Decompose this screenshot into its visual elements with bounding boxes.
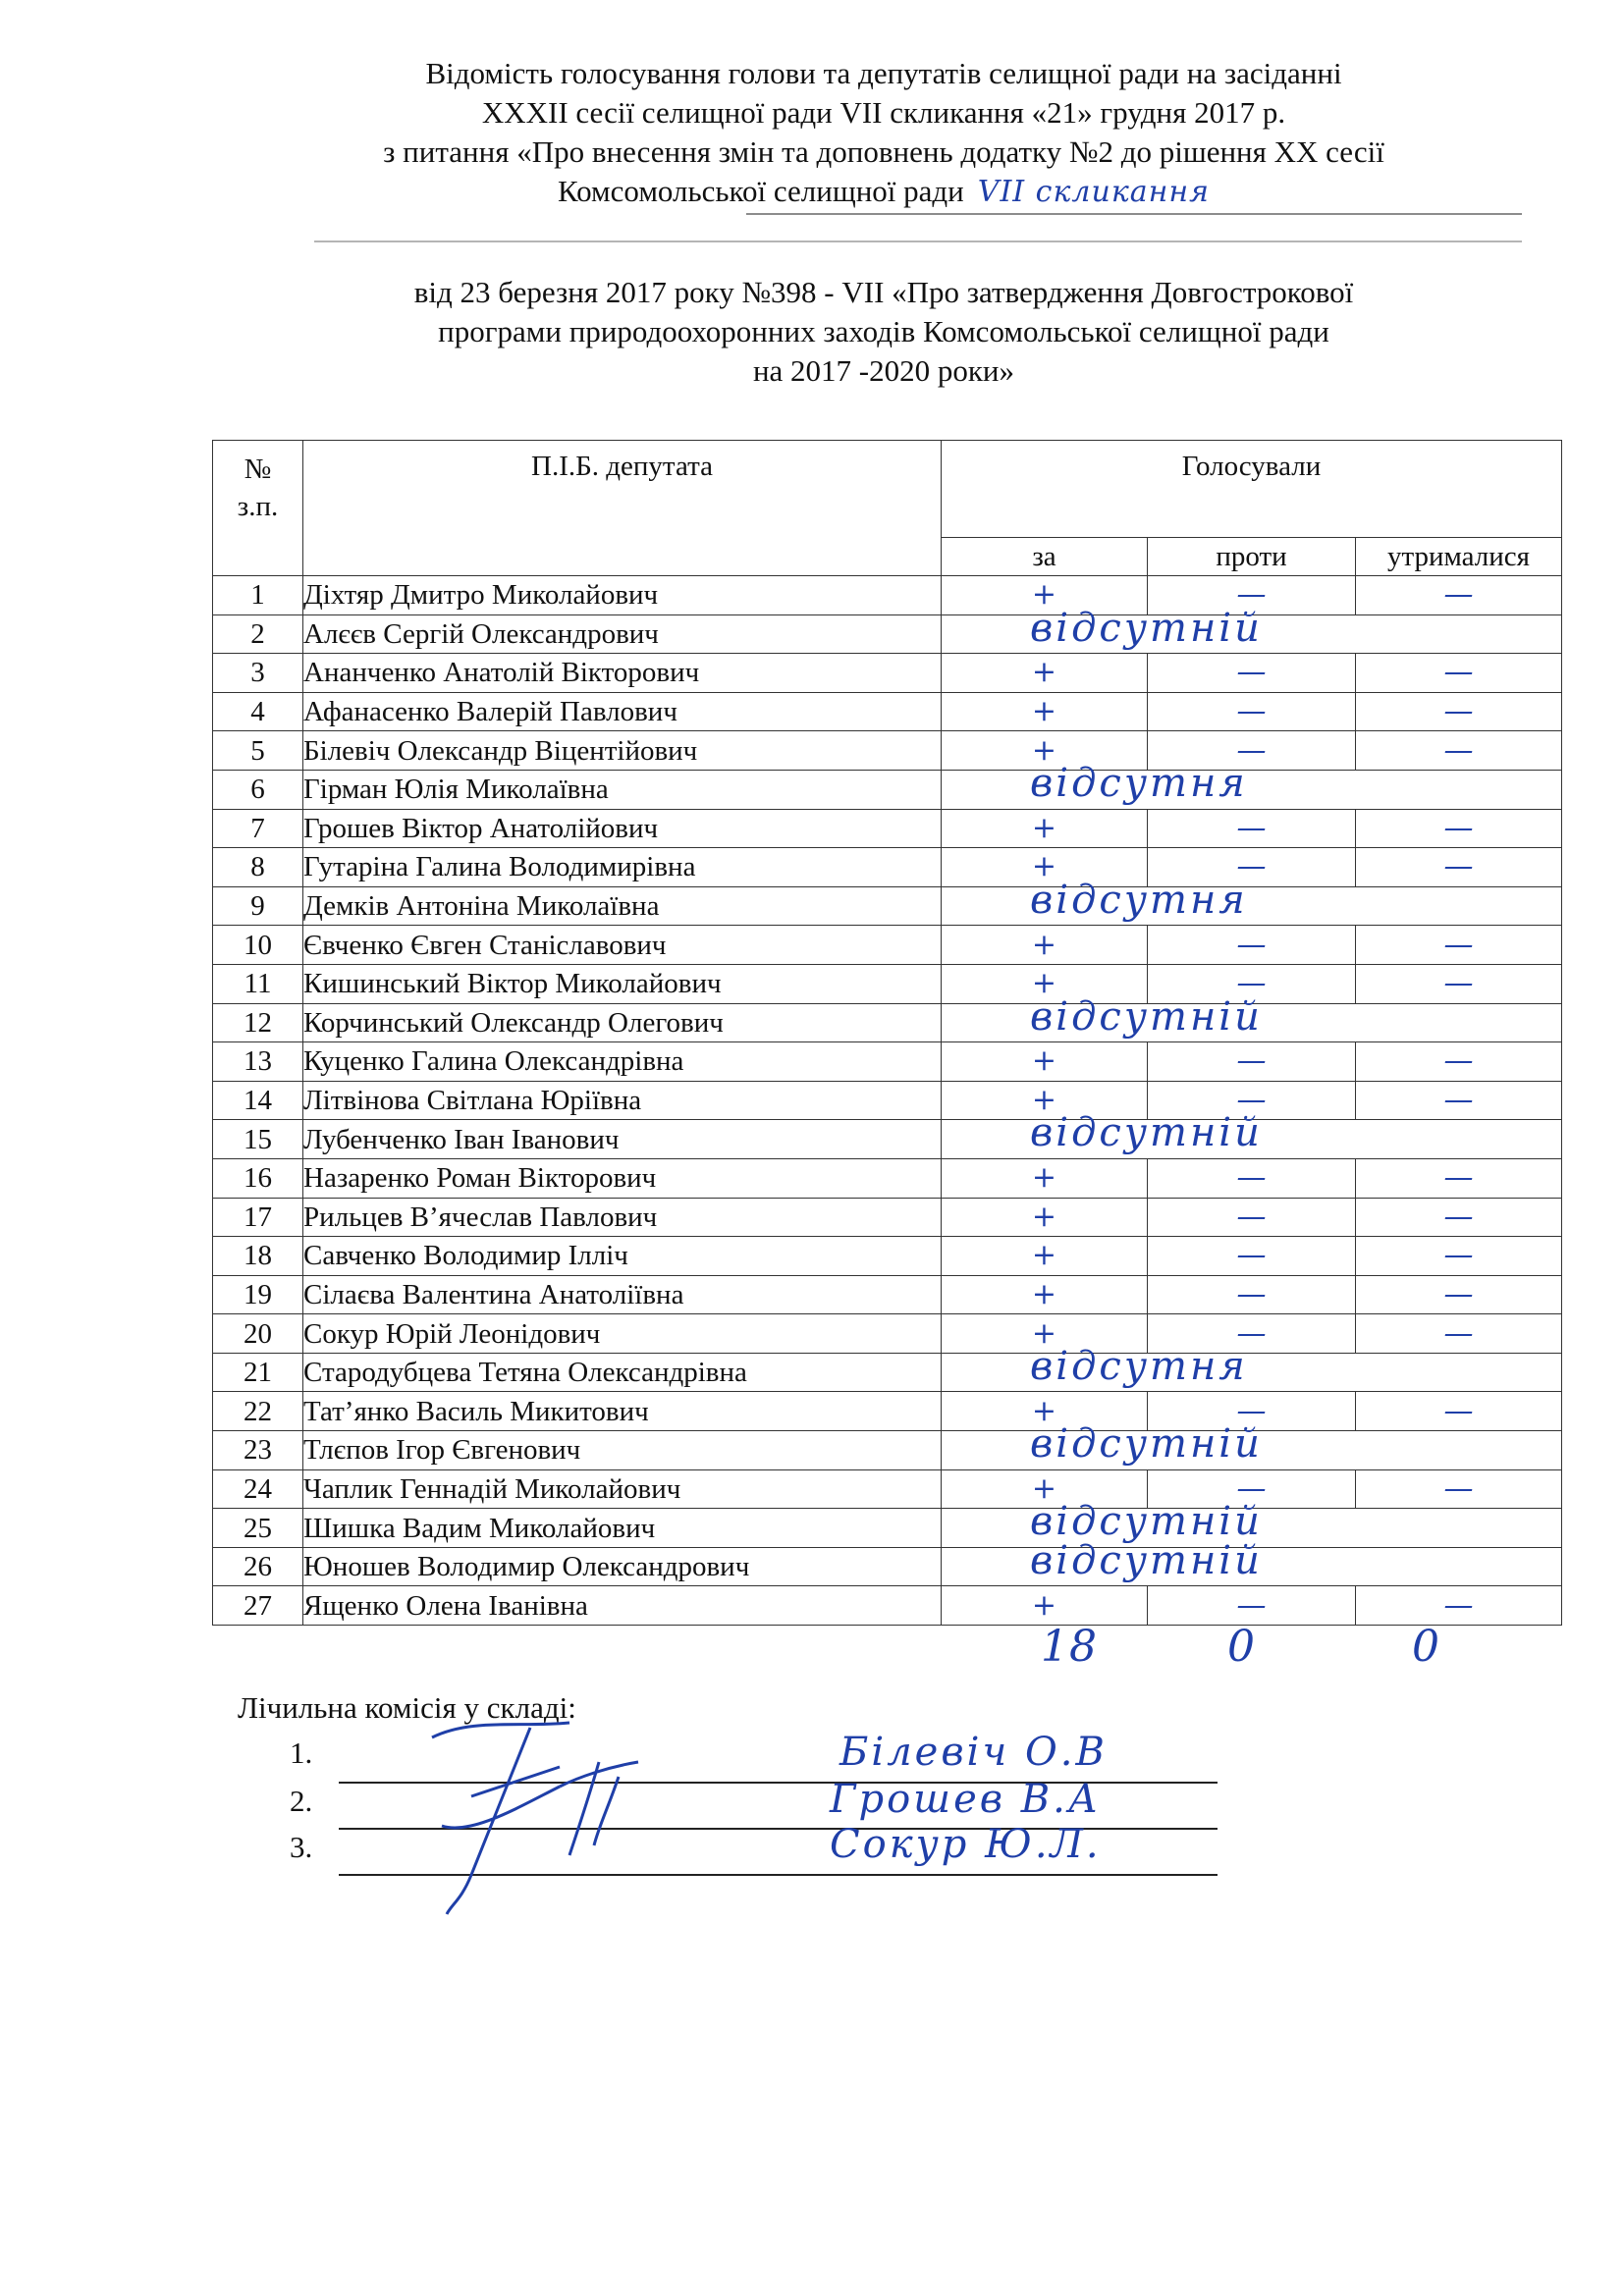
vote-proty-mark-cell bbox=[1148, 1237, 1356, 1276]
deputy-row bbox=[213, 1431, 1562, 1470]
deputy-number: 1 bbox=[213, 576, 303, 615]
title-line: програми природоохоронних заходів Комсомольської селищної ради bbox=[438, 314, 1329, 348]
absent-mark-cell bbox=[942, 605, 1562, 654]
vote-proty-mark: — bbox=[1236, 1043, 1267, 1079]
vote-za-mark-cell bbox=[942, 1042, 1148, 1082]
vote-utrymalysia-mark-cell bbox=[1356, 731, 1562, 771]
deputy-name: Чаплик Геннадій Миколайович bbox=[303, 1469, 942, 1509]
deputy-name: Юношев Володимир Олександрович bbox=[303, 1547, 942, 1586]
fill-in-line bbox=[314, 240, 1522, 242]
deputy-number: 8 bbox=[213, 848, 303, 887]
vote-proty-mark-cell bbox=[1148, 1198, 1356, 1237]
absent-mark: відсутній bbox=[1030, 1537, 1263, 1583]
vote-utrymalysia-mark: — bbox=[1443, 849, 1474, 884]
absent-mark: відсутній bbox=[1030, 993, 1263, 1040]
deputy-name: Білевіч Олександр Віцентійович bbox=[303, 731, 942, 771]
vote-za-mark: + bbox=[1031, 1043, 1057, 1079]
vote-za-mark: + bbox=[1031, 1276, 1057, 1311]
deputy-number: 24 bbox=[213, 1469, 303, 1509]
commission-member-name: Білевіч О.В bbox=[839, 1730, 1108, 1775]
deputy-row bbox=[213, 886, 1562, 926]
vote-proty-mark-cell bbox=[1148, 1042, 1356, 1082]
deputy-row bbox=[213, 1003, 1562, 1042]
absent-mark: відсутня bbox=[1030, 1343, 1248, 1389]
deputy-number: 15 bbox=[213, 1120, 303, 1159]
vote-proty-mark: — bbox=[1236, 1393, 1267, 1428]
deputy-name: Афанасенко Валерій Павлович bbox=[303, 692, 942, 731]
absent-mark: відсутній bbox=[1030, 605, 1263, 651]
vote-utrymalysia-mark: — bbox=[1443, 732, 1474, 768]
vote-proty-mark: — bbox=[1236, 966, 1267, 1001]
vote-proty-mark: — bbox=[1236, 1470, 1267, 1506]
deputy-name: Сокур Юрій Леонідович bbox=[303, 1314, 942, 1354]
deputy-number: 26 bbox=[213, 1547, 303, 1586]
handwritten-insert: VII скликання bbox=[977, 175, 1211, 209]
vote-utrymalysia-mark: — bbox=[1443, 1043, 1474, 1079]
vote-za-mark-cell bbox=[942, 692, 1148, 731]
deputy-number: 20 bbox=[213, 1314, 303, 1354]
vote-proty-mark: — bbox=[1236, 732, 1267, 768]
title-line: ХХХІІ сесії селищної ради VІІ скликання «21» грудня 2017 р. bbox=[481, 95, 1286, 130]
deputy-row bbox=[213, 692, 1562, 731]
vote-utrymalysia-mark: — bbox=[1443, 1199, 1474, 1234]
vote-proty-mark: — bbox=[1236, 810, 1267, 845]
commission-member-num: 1. bbox=[290, 1735, 313, 1770]
total-za: 18 bbox=[1041, 1622, 1098, 1672]
vote-proty-mark: — bbox=[1236, 655, 1267, 690]
deputy-name: Ананченко Анатолій Вікторович bbox=[303, 654, 942, 693]
commission-member-num: 2. bbox=[290, 1784, 313, 1818]
voting-table bbox=[212, 440, 1562, 1626]
vote-za-mark-cell bbox=[942, 1275, 1148, 1314]
deputy-name: Савченко Володимир Ілліч bbox=[303, 1237, 942, 1276]
title-line: від 23 березня 2017 року №398 - VІІ «Про затвердження Довгострокової bbox=[413, 275, 1354, 309]
deputy-number: 17 bbox=[213, 1198, 303, 1237]
vote-za-mark: + bbox=[1031, 1238, 1057, 1273]
vote-utrymalysia-mark: — bbox=[1443, 577, 1474, 613]
header-name: П.І.Б. депутата bbox=[303, 441, 942, 576]
deputy-name: Кишинський Віктор Миколайович bbox=[303, 964, 942, 1003]
fill-in-line bbox=[746, 213, 1522, 215]
absent-mark: відсутня bbox=[1030, 877, 1248, 923]
vote-utrymalysia-mark: — bbox=[1443, 1587, 1474, 1623]
vote-utrymalysia-mark-cell bbox=[1356, 654, 1562, 693]
commission-member-name: Грошев В.А bbox=[830, 1777, 1102, 1822]
deputy-number: 18 bbox=[213, 1237, 303, 1276]
deputy-name: Гутаріна Галина Володимирівна bbox=[303, 848, 942, 887]
vote-za-mark: + bbox=[1031, 694, 1057, 729]
deputy-row bbox=[213, 576, 1562, 615]
vote-za-mark: + bbox=[1031, 1315, 1057, 1351]
vote-utrymalysia-mark-cell bbox=[1356, 848, 1562, 887]
absent-mark-cell bbox=[942, 993, 1562, 1042]
absent-mark: відсутній bbox=[1030, 1421, 1263, 1468]
vote-za-mark: + bbox=[1031, 849, 1057, 884]
deputy-number: 7 bbox=[213, 809, 303, 848]
deputy-row bbox=[213, 1353, 1562, 1392]
deputy-name: Ященко Олена Іванівна bbox=[303, 1586, 942, 1626]
deputy-number: 21 bbox=[213, 1353, 303, 1392]
vote-utrymalysia-mark: — bbox=[1443, 1276, 1474, 1311]
vote-proty-mark: — bbox=[1236, 1083, 1267, 1118]
header-proty: проти bbox=[1148, 538, 1356, 576]
deputy-name: Рильцев В’ячеслав Павлович bbox=[303, 1198, 942, 1237]
commission-label: Лічильна комісія у складі: bbox=[238, 1690, 576, 1725]
deputy-row bbox=[213, 731, 1562, 771]
deputy-number: 19 bbox=[213, 1275, 303, 1314]
deputy-name: Тат’янко Василь Микитович bbox=[303, 1392, 942, 1431]
vote-utrymalysia-mark-cell bbox=[1356, 926, 1562, 965]
header-za: за bbox=[942, 538, 1148, 576]
vote-utrymalysia-mark: — bbox=[1443, 1238, 1474, 1273]
vote-proty-mark: — bbox=[1236, 927, 1267, 962]
vote-za-mark-cell bbox=[942, 809, 1148, 848]
vote-utrymalysia-mark-cell bbox=[1356, 692, 1562, 731]
vote-za-mark: + bbox=[1031, 1470, 1057, 1506]
title-line bbox=[196, 172, 1571, 212]
vote-proty-mark-cell bbox=[1148, 654, 1356, 693]
vote-proty-mark-cell bbox=[1148, 809, 1356, 848]
commission-member-name: Сокур Ю.Л. bbox=[830, 1822, 1102, 1867]
document-title-continued bbox=[196, 273, 1571, 391]
absent-mark-cell bbox=[942, 877, 1562, 926]
deputy-name: Корчинський Олександр Олегович bbox=[303, 1003, 942, 1042]
absent-mark-cell bbox=[942, 1110, 1562, 1159]
vote-za-mark: + bbox=[1031, 966, 1057, 1001]
absent-mark-cell bbox=[942, 1421, 1562, 1470]
vote-za-mark-cell bbox=[942, 926, 1148, 965]
deputy-row bbox=[213, 1198, 1562, 1237]
vote-utrymalysia-mark-cell bbox=[1356, 1586, 1562, 1626]
header-utrymalysia: утрималися bbox=[1356, 538, 1562, 576]
deputy-number: 25 bbox=[213, 1509, 303, 1548]
deputy-name: Куценко Галина Олександрівна bbox=[303, 1042, 942, 1082]
absent-mark: відсутня bbox=[1030, 760, 1248, 806]
deputy-name: Діхтяр Дмитро Миколайович bbox=[303, 576, 942, 615]
vote-utrymalysia-mark-cell bbox=[1356, 1392, 1562, 1431]
deputy-number: 14 bbox=[213, 1081, 303, 1120]
total-utrymalysia: 0 bbox=[1412, 1622, 1440, 1672]
deputy-name: Тлєпов Ігор Євгенович bbox=[303, 1431, 942, 1470]
deputy-number: 11 bbox=[213, 964, 303, 1003]
deputy-name: Лубенченко Іван Іванович bbox=[303, 1120, 942, 1159]
vote-za-mark: + bbox=[1031, 927, 1057, 962]
deputy-row bbox=[213, 1586, 1562, 1626]
deputy-name: Літвінова Світлана Юріївна bbox=[303, 1081, 942, 1120]
vote-proty-mark: — bbox=[1236, 1199, 1267, 1234]
vote-proty-mark-cell bbox=[1148, 1158, 1356, 1198]
absent-mark-cell bbox=[942, 760, 1562, 809]
handwritten-signatures bbox=[412, 1708, 707, 1924]
vote-za-mark: + bbox=[1031, 1393, 1057, 1428]
vote-za-mark-cell bbox=[942, 1198, 1148, 1237]
deputy-name: Гірман Юлія Миколаївна bbox=[303, 770, 942, 809]
vote-proty-mark: — bbox=[1236, 849, 1267, 884]
vote-za-mark-cell bbox=[942, 654, 1148, 693]
vote-utrymalysia-mark-cell bbox=[1356, 964, 1562, 1003]
vote-proty-mark: — bbox=[1236, 1160, 1267, 1196]
absent-mark-cell bbox=[942, 1343, 1562, 1392]
deputy-number: 10 bbox=[213, 926, 303, 965]
vote-proty-mark: — bbox=[1236, 577, 1267, 613]
vote-za-mark: + bbox=[1031, 1587, 1057, 1623]
deputy-row bbox=[213, 1081, 1562, 1120]
deputy-number: 6 bbox=[213, 770, 303, 809]
vote-utrymalysia-mark: — bbox=[1443, 1083, 1474, 1118]
vote-za-mark: + bbox=[1031, 732, 1057, 768]
deputy-number: 3 bbox=[213, 654, 303, 693]
deputy-name: Грошев Віктор Анатолійович bbox=[303, 809, 942, 848]
deputy-number: 22 bbox=[213, 1392, 303, 1431]
vote-utrymalysia-mark: — bbox=[1443, 1160, 1474, 1196]
deputy-name: Стародубцева Тетяна Олександрівна bbox=[303, 1353, 942, 1392]
absent-mark-cell bbox=[942, 1537, 1562, 1586]
vote-proty-mark: — bbox=[1236, 1238, 1267, 1273]
vote-proty-mark: — bbox=[1236, 694, 1267, 729]
vote-za-mark-cell bbox=[942, 1586, 1148, 1626]
title-line: Відомість голосування голови та депутатів селищної ради на засіданні bbox=[425, 56, 1342, 90]
absent-mark: відсутній bbox=[1030, 1499, 1263, 1545]
header-num: № з.п. bbox=[213, 441, 303, 576]
signature-stroke bbox=[432, 1723, 569, 1914]
vote-utrymalysia-mark-cell bbox=[1356, 1158, 1562, 1198]
vote-utrymalysia-mark-cell bbox=[1356, 1081, 1562, 1120]
document-title bbox=[196, 54, 1571, 212]
total-proty: 0 bbox=[1227, 1622, 1256, 1672]
deputy-name: Євченко Євген Станіславович bbox=[303, 926, 942, 965]
deputy-number: 5 bbox=[213, 731, 303, 771]
deputy-row bbox=[213, 964, 1562, 1003]
vote-utrymalysia-mark-cell bbox=[1356, 1237, 1562, 1276]
deputy-row bbox=[213, 1314, 1562, 1354]
vote-proty-mark: — bbox=[1236, 1276, 1267, 1311]
absent-mark: відсутній bbox=[1030, 1110, 1263, 1156]
deputy-number: 12 bbox=[213, 1003, 303, 1042]
vote-utrymalysia-mark: — bbox=[1443, 927, 1474, 962]
deputy-row bbox=[213, 654, 1562, 693]
signature-stroke bbox=[560, 1762, 638, 1855]
deputy-name: Назаренко Роман Вікторович bbox=[303, 1158, 942, 1198]
vote-proty-mark-cell bbox=[1148, 926, 1356, 965]
vote-za-mark: + bbox=[1031, 1199, 1057, 1234]
deputy-name: Демків Антоніна Миколаївна bbox=[303, 886, 942, 926]
vote-utrymalysia-mark-cell bbox=[1356, 1042, 1562, 1082]
vote-za-mark: + bbox=[1031, 1083, 1057, 1118]
vote-utrymalysia-mark: — bbox=[1443, 1470, 1474, 1506]
deputy-number: 2 bbox=[213, 614, 303, 654]
vote-za-mark: + bbox=[1031, 810, 1057, 845]
deputy-row bbox=[213, 809, 1562, 848]
deputy-row bbox=[213, 1042, 1562, 1082]
vote-proty-mark: — bbox=[1236, 1315, 1267, 1351]
vote-utrymalysia-mark: — bbox=[1443, 655, 1474, 690]
commission-member-num: 3. bbox=[290, 1830, 313, 1864]
deputy-name: Алєєв Сергій Олександрович bbox=[303, 614, 942, 654]
deputy-row bbox=[213, 1158, 1562, 1198]
deputy-row bbox=[213, 1392, 1562, 1431]
vote-utrymalysia-mark-cell bbox=[1356, 576, 1562, 615]
vote-proty-mark-cell bbox=[1148, 1275, 1356, 1314]
vote-utrymalysia-mark: — bbox=[1443, 1315, 1474, 1351]
title-line: з питання «Про внесення змін та доповнень додатку №2 до рішення ХХ сесії bbox=[383, 134, 1384, 169]
vote-utrymalysia-mark: — bbox=[1443, 966, 1474, 1001]
vote-proty-mark-cell bbox=[1148, 1586, 1356, 1626]
deputy-row bbox=[213, 1547, 1562, 1586]
deputy-row bbox=[213, 1120, 1562, 1159]
deputy-row bbox=[213, 1275, 1562, 1314]
vote-utrymalysia-mark-cell bbox=[1356, 1275, 1562, 1314]
deputy-row bbox=[213, 926, 1562, 965]
vote-utrymalysia-mark-cell bbox=[1356, 1198, 1562, 1237]
vote-za-mark-cell bbox=[942, 1158, 1148, 1198]
deputy-row bbox=[213, 1237, 1562, 1276]
deputy-name: Шишка Вадим Миколайович bbox=[303, 1509, 942, 1548]
vote-za-mark: + bbox=[1031, 577, 1057, 613]
deputy-number: 16 bbox=[213, 1158, 303, 1198]
deputy-number: 23 bbox=[213, 1431, 303, 1470]
vote-utrymalysia-mark: — bbox=[1443, 694, 1474, 729]
title-line-text: Комсомольської селищної ради bbox=[557, 174, 964, 208]
deputy-number: 9 bbox=[213, 886, 303, 926]
deputy-number: 4 bbox=[213, 692, 303, 731]
deputy-row bbox=[213, 614, 1562, 654]
deputy-row bbox=[213, 1509, 1562, 1548]
vote-utrymalysia-mark: — bbox=[1443, 1393, 1474, 1428]
deputy-row bbox=[213, 1469, 1562, 1509]
vote-proty-mark-cell bbox=[1148, 692, 1356, 731]
vote-za-mark-cell bbox=[942, 1237, 1148, 1276]
deputy-number: 13 bbox=[213, 1042, 303, 1082]
deputy-row bbox=[213, 848, 1562, 887]
title-line: на 2017 -2020 роки» bbox=[752, 353, 1015, 388]
vote-utrymalysia-mark-cell bbox=[1356, 809, 1562, 848]
vote-za-mark: + bbox=[1031, 1160, 1057, 1196]
vote-utrymalysia-mark-cell bbox=[1356, 1314, 1562, 1354]
deputy-row bbox=[213, 770, 1562, 809]
header-voted: Голосували bbox=[942, 441, 1562, 538]
vote-proty-mark: — bbox=[1236, 1587, 1267, 1623]
vote-utrymalysia-mark-cell bbox=[1356, 1469, 1562, 1509]
deputy-number: 27 bbox=[213, 1586, 303, 1626]
deputy-name: Сілаєва Валентина Анатоліївна bbox=[303, 1275, 942, 1314]
vote-za-mark: + bbox=[1031, 655, 1057, 690]
vote-utrymalysia-mark: — bbox=[1443, 810, 1474, 845]
